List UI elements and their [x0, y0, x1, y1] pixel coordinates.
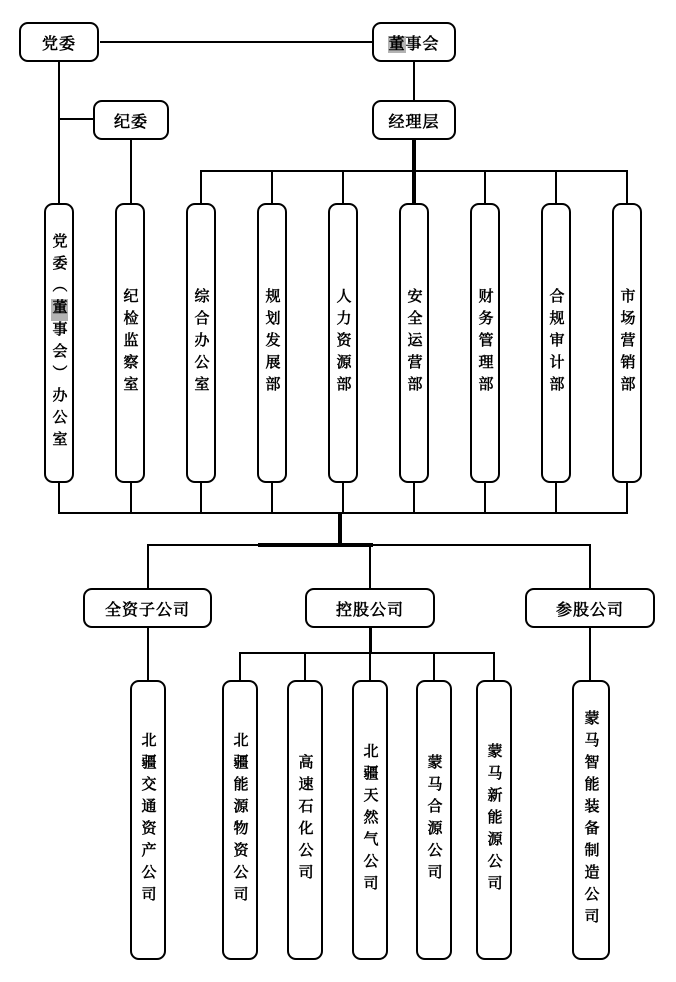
connector-line [130, 482, 132, 513]
bus-departments-bottom [58, 512, 628, 514]
node-label: 高速石化公司 [296, 754, 314, 886]
connector-line [626, 482, 628, 513]
node-discipline-committee [93, 100, 169, 140]
connector-line [58, 482, 60, 513]
node-category-equity [525, 588, 655, 628]
node-label: 市场营销部 [618, 288, 636, 398]
node-dept-general-office [186, 203, 216, 483]
node-management [372, 100, 456, 140]
node-dept-planning-development [257, 203, 287, 483]
node-category-holding [305, 588, 435, 628]
connector-line [342, 482, 344, 513]
connector-party-discipline [58, 118, 94, 120]
node-company-new-energy [476, 680, 512, 960]
node-company-transport-assets [130, 680, 166, 960]
node-company-intelligent-equipment [572, 680, 610, 960]
node-company-natural-gas [352, 680, 388, 960]
node-dept-financial-management [470, 203, 500, 483]
node-label: 规划发展部 [263, 288, 281, 398]
node-label: 党委 [41, 35, 76, 53]
connector-party-down [58, 60, 60, 203]
node-dept-compliance-audit [541, 203, 571, 483]
node-label: 控股公司 [335, 601, 404, 619]
connector-line [200, 170, 202, 203]
connector-line [342, 170, 344, 203]
connector-line [484, 482, 486, 513]
connector-equity-down [589, 626, 591, 680]
node-label: 安全运营部 [405, 288, 423, 398]
connector-line [493, 652, 495, 680]
node-dept-party-office [44, 203, 74, 483]
connector-line [555, 482, 557, 513]
connector-line [271, 482, 273, 513]
node-label: 纪委 [113, 113, 148, 131]
connector-line [369, 652, 371, 680]
connector-discipline-down [130, 139, 132, 203]
node-company-energy-materials [222, 680, 258, 960]
connector-line [555, 170, 557, 203]
trunk-center-thick [338, 512, 342, 545]
node-company-heyuan [416, 680, 452, 960]
node-label: 董事会 [388, 35, 440, 53]
connector-holding-trunk [369, 626, 372, 653]
connector-line [413, 482, 415, 513]
node-label: 经理层 [388, 113, 440, 131]
node-dept-discipline-inspection [115, 203, 145, 483]
node-label: 纪检监察室 [121, 288, 139, 398]
connector-line [369, 544, 371, 588]
connector-line [271, 170, 273, 203]
bus-management-departments [200, 170, 628, 172]
connector-line [200, 482, 202, 513]
node-category-wholly-owned [83, 588, 212, 628]
node-label: 北疆天然气公司 [361, 743, 379, 897]
connector-wholly-owned-down [147, 626, 149, 680]
node-label: 党委（董事会）办公室 [50, 233, 68, 453]
node-label: 财务管理部 [476, 288, 494, 398]
node-board [372, 22, 456, 62]
bus-holding-companies [239, 652, 495, 654]
connector-board-management [413, 62, 415, 100]
connector-line [589, 544, 591, 588]
connector-line [626, 170, 628, 203]
node-party-committee [19, 22, 99, 62]
connector-line [304, 652, 306, 680]
node-dept-human-resources [328, 203, 358, 483]
connector-party-board [100, 41, 372, 43]
node-label: 参股公司 [555, 601, 624, 619]
node-dept-marketing [612, 203, 642, 483]
node-label: 蒙马智能装备制造公司 [582, 710, 600, 930]
node-company-expressway-petrochemical [287, 680, 323, 960]
node-label: 北疆交通资产公司 [139, 732, 157, 908]
node-label: 蒙马新能源公司 [485, 743, 503, 897]
node-label: 人力资源部 [334, 288, 352, 398]
node-dept-safety-operations [399, 203, 429, 483]
node-label: 蒙马合源公司 [425, 754, 443, 886]
bus-subsidiary-thick-segment [258, 543, 373, 547]
connector-line [147, 544, 149, 588]
node-label: 合规审计部 [547, 288, 565, 398]
connector-line [484, 170, 486, 203]
connector-line [433, 652, 435, 680]
node-label: 全资子公司 [104, 601, 190, 619]
connector-line [239, 652, 241, 680]
node-label: 北疆能源物资公司 [231, 732, 249, 908]
node-label: 综合办公室 [192, 288, 210, 398]
